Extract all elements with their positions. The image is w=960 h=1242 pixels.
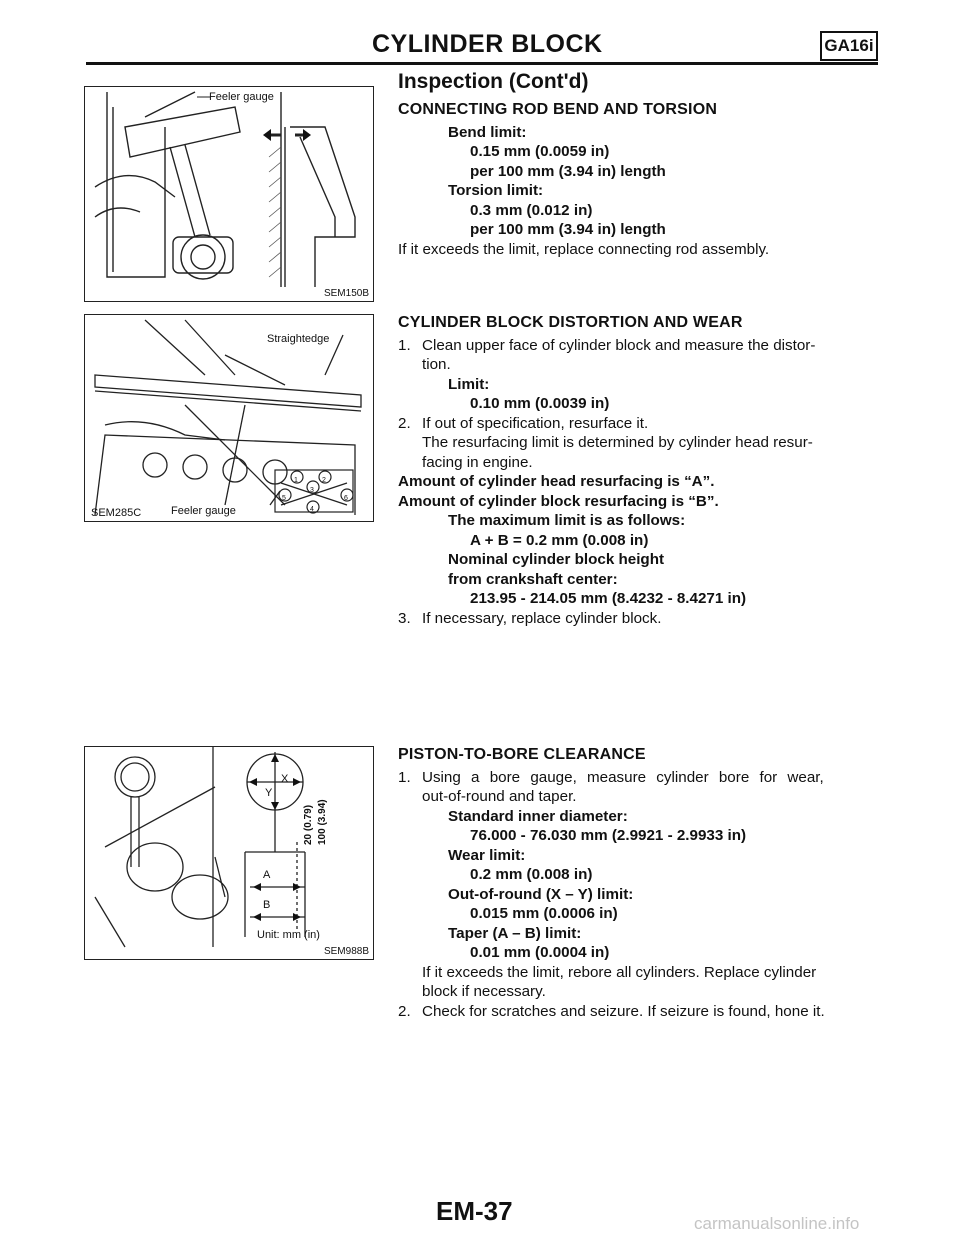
position-number: 1 [294, 477, 298, 484]
section-heading: PISTON-TO-BORE CLEARANCE [398, 746, 646, 763]
dimension-100: 100 (3.94) [317, 799, 328, 845]
step-text: Clean upper face of cylinder block and measure the distor- [422, 336, 816, 354]
instruction-text: If it exceeds the limit, rebore all cylinders. Replace cylinder [422, 963, 817, 981]
header-rule [86, 62, 878, 65]
section-subtitle: Inspection (Cont'd) [398, 70, 589, 93]
spec-formula: A + B = 0.2 mm (0.008 in) [470, 531, 649, 549]
spec-label: Wear limit: [448, 846, 526, 864]
step-text: out-of-round and taper. [422, 788, 577, 805]
position-number: 5 [282, 495, 286, 502]
position-number: 3 [310, 487, 314, 494]
spec-label: Torsion limit: [448, 182, 544, 199]
position-number: 6 [344, 495, 348, 502]
step-number: 1. [398, 768, 411, 786]
dimension-y: Y [265, 787, 273, 799]
figure-block-distortion [84, 314, 374, 522]
step-number: 1. [398, 336, 411, 354]
spec-label: Nominal cylinder block height [448, 551, 665, 568]
step-text: Check for scratches and seizure. If seizure is found, hone it. [422, 1002, 825, 1020]
page-title: CYLINDER BLOCK [372, 30, 603, 58]
watermark: carmanualsonline.info [694, 1214, 860, 1233]
figure-bore-gauge [84, 746, 374, 960]
dimension-b: B [263, 899, 271, 911]
step-text: If necessary, replace cylinder block. [422, 609, 662, 627]
section-heading: CYLINDER BLOCK DISTORTION AND WEAR [398, 314, 743, 331]
spec-value: per 100 mm (3.94 in) length [470, 221, 666, 238]
connecting-rod-section [398, 100, 883, 259]
instruction-text: block if necessary. [422, 983, 546, 1000]
step-text: tion. [422, 356, 451, 373]
spec-value: 0.15 mm (0.0059 in) [470, 143, 610, 160]
spec-value: 0.015 mm (0.0006 in) [470, 905, 618, 922]
spec-value: 0.10 mm (0.0039 in) [470, 395, 610, 412]
spec-label: Out-of-round (X – Y) limit: [448, 885, 634, 903]
spec-value: 213.95 - 214.05 mm (8.4232 - 8.4271 in) [470, 590, 747, 607]
unit-label: Unit: mm (in) [257, 929, 320, 941]
step-text: facing in engine. [422, 453, 533, 471]
step-number: 2. [398, 414, 411, 432]
block-distortion-section [398, 313, 883, 628]
piston-bore-section [398, 745, 883, 1021]
figure-code: SEM150B [323, 288, 369, 299]
step-number: 3. [398, 609, 411, 627]
page-number: EM-37 [436, 1196, 513, 1226]
spec-label: The maximum limit is as follows: [448, 512, 686, 529]
position-number: 4 [310, 506, 314, 513]
spec-text: Amount of cylinder block resurfacing is “B”. [398, 492, 719, 510]
engine-code-badge: GA16i [820, 31, 878, 61]
figure-code: SEM988B [323, 946, 369, 957]
position-number: 2 [322, 477, 326, 484]
step-number: 2. [398, 1002, 411, 1020]
figure-label: Straightedge [267, 333, 330, 345]
spec-value: 0.2 mm (0.008 in) [470, 866, 593, 883]
figure-label: Feeler gauge [209, 91, 274, 103]
instruction-text: If it exceeds the limit, replace connecting rod assembly. [398, 240, 770, 258]
spec-value: 76.000 - 76.030 mm (2.9921 - 2.9933 in) [470, 827, 747, 844]
dimension-20: 20 (0.79) [303, 804, 314, 845]
spec-value: per 100 mm (3.94 in) length [470, 162, 666, 180]
spec-label: from crankshaft center: [448, 570, 618, 588]
spec-label: Taper (A – B) limit: [448, 924, 582, 942]
spec-value: 0.01 mm (0.0004 in) [470, 944, 610, 961]
section-heading: CONNECTING ROD BEND AND TORSION [398, 101, 718, 118]
dimension-x: X [281, 773, 289, 785]
figure-code: SEM285C [91, 507, 142, 519]
figure-rod-bend [84, 86, 374, 302]
step-text: The resurfacing limit is determined by cylinder head resur- [422, 434, 813, 451]
straightedge-illustration [85, 315, 373, 521]
step-text: If out of specification, resurface it. [422, 414, 649, 432]
spec-text: Amount of cylinder head resurfacing is “A”. [398, 473, 715, 490]
spec-label: Standard inner diameter: [448, 807, 628, 825]
rod-bend-illustration [85, 87, 373, 301]
figure-label: Feeler gauge [171, 505, 236, 517]
spec-value: 0.3 mm (0.012 in) [470, 201, 593, 219]
spec-label: Limit: [448, 375, 490, 393]
spec-label: Bend limit: [448, 123, 527, 141]
step-text: Using a bore gauge, measure cylinder bore for wear, [422, 768, 824, 786]
dimension-a: A [263, 869, 271, 881]
